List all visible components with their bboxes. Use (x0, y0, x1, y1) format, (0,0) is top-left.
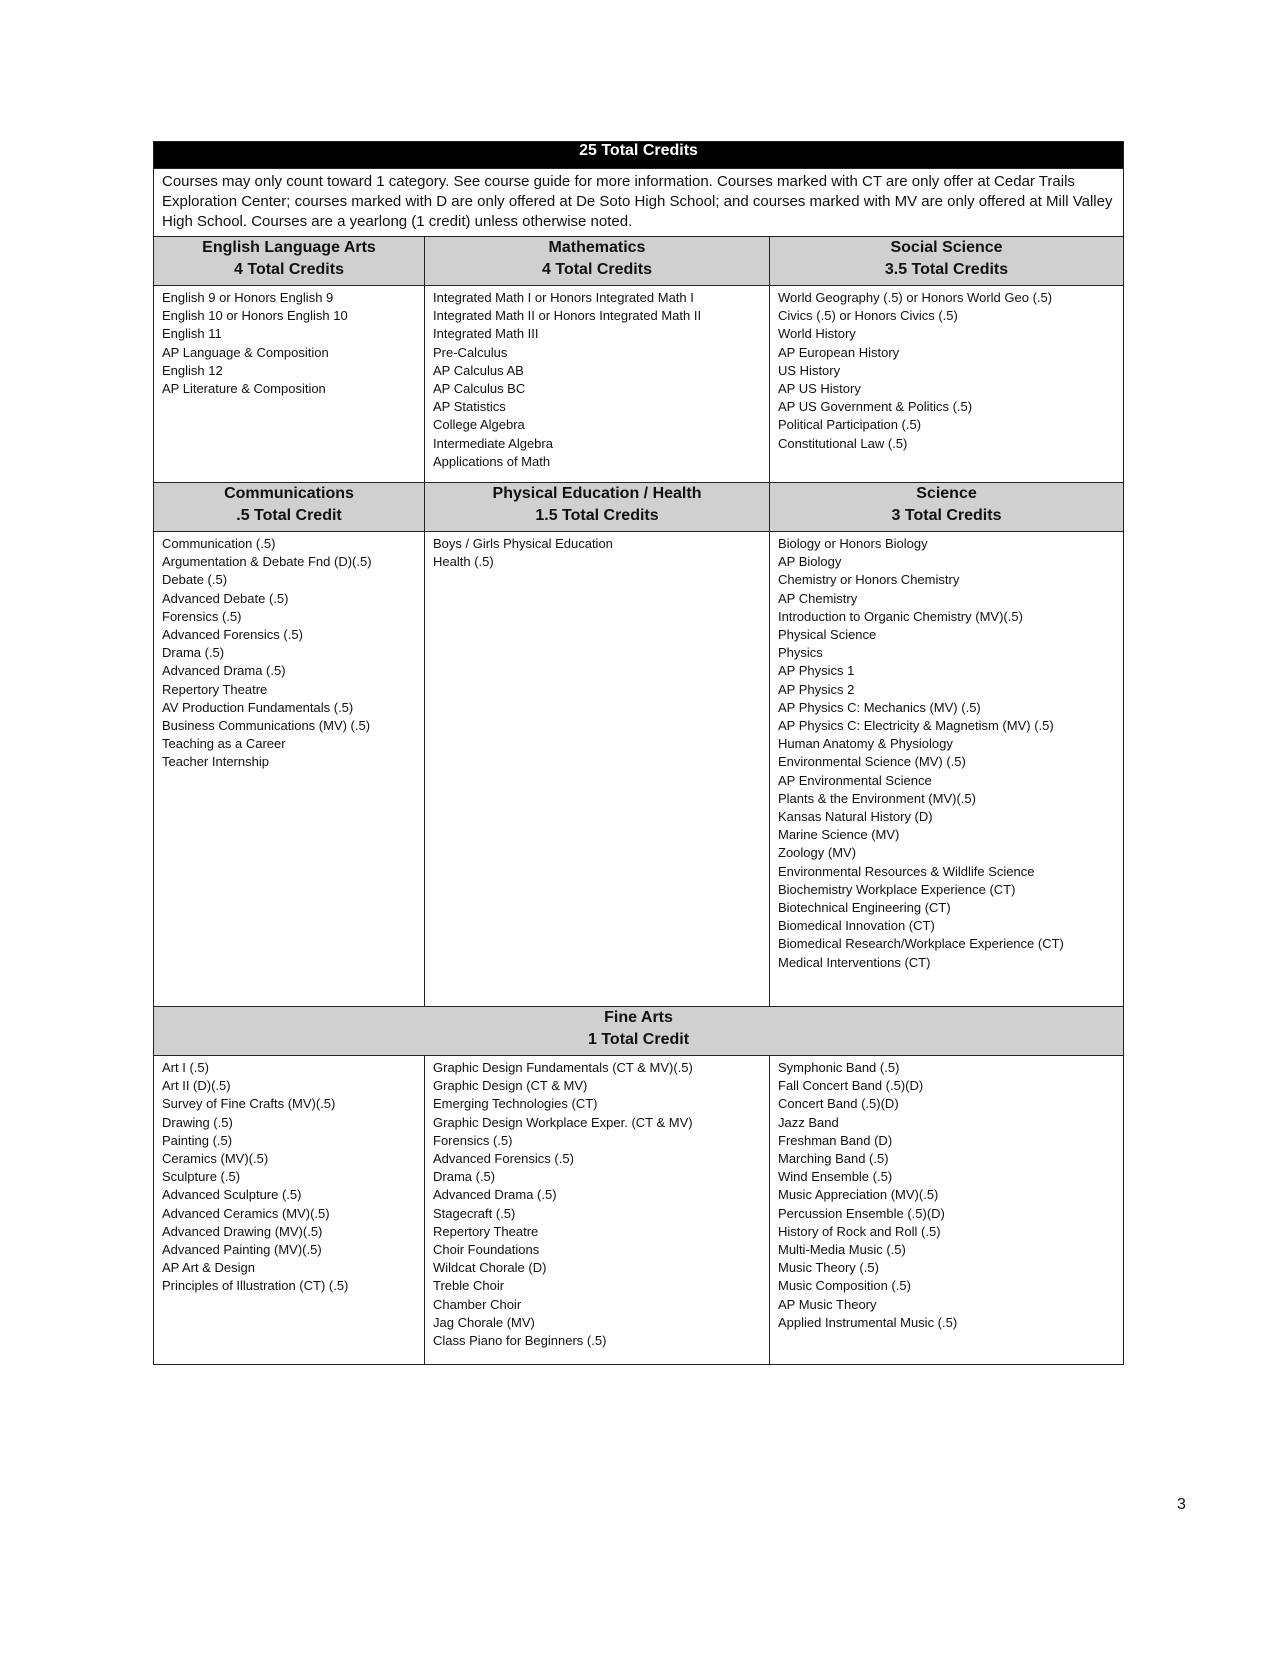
course-item: AP Music Theory (778, 1296, 877, 1312)
course-row-fine-arts (154, 1056, 1124, 1365)
course-list-math (425, 286, 770, 483)
course-item: World Geography (.5) or Honors World Geo (.5) (778, 290, 1053, 305)
course-item: Marine Science (MV) (778, 827, 900, 843)
course-item: Advanced Drawing (MV)(.5) (162, 1223, 323, 1239)
course-list (162, 535, 416, 772)
course-list-fine-arts-3 (770, 1056, 1124, 1365)
category-name: Communications (224, 485, 354, 502)
course-item: Class Piano for Beginners (.5) (433, 1333, 607, 1349)
course-list-ela (154, 286, 425, 483)
header-row-core (154, 237, 1124, 286)
title-row (154, 142, 1124, 169)
course-item: AP US History (778, 381, 861, 397)
course-item: Drawing (.5) (162, 1114, 233, 1130)
category-credits: .5 Total Credit (236, 507, 342, 524)
course-item: AP US Government & Politics (.5) (778, 399, 973, 415)
category-name: Science (916, 485, 977, 502)
course-list (778, 535, 1115, 972)
course-item: Repertory Theatre (162, 681, 268, 697)
course-item: Pre-Calculus (433, 344, 508, 360)
note-text: Courses may only count toward 1 category. See course guide for more information. Courses marked with CT are only offer at Cedar Trails Exploration Center; courses marked with D are only offered at De Soto High School; and courses marked with MV are only offered at Mill Valley High School. Courses are a yearlong (1 credit) unless otherwise noted. (154, 169, 1124, 237)
course-item: Music Theory (.5) (778, 1260, 879, 1276)
course-item: Drama (.5) (433, 1169, 496, 1185)
category-name: Fine Arts (604, 1009, 673, 1026)
category-name: Mathematics (548, 239, 646, 256)
course-list-pe (425, 532, 770, 1007)
course-item: Environmental Resources & Wildlife Science (778, 863, 1035, 879)
course-list-science (770, 532, 1124, 1007)
course-item: Communication (.5) (162, 536, 276, 551)
course-item: Advanced Sculpture (.5) (162, 1187, 302, 1203)
course-item: AP Calculus BC (433, 381, 526, 397)
course-item: Music Composition (.5) (778, 1278, 911, 1294)
course-item: Civics (.5) or Honors Civics (.5) (778, 308, 958, 324)
course-item: Plants & the Environment (MV)(.5) (778, 790, 976, 806)
course-item: English 10 or Honors English 10 (162, 308, 348, 324)
course-item: Applications of Math (433, 453, 551, 469)
course-item: Repertory Theatre (433, 1223, 539, 1239)
course-list (433, 1059, 761, 1350)
course-item: Treble Choir (433, 1278, 505, 1294)
course-item: Physics (778, 645, 823, 661)
course-item: College Algebra (433, 417, 525, 433)
course-item: AP Literature & Composition (162, 381, 326, 397)
course-item: English 9 or Honors English 9 (162, 290, 334, 305)
course-item: Ceramics (MV)(.5) (162, 1151, 269, 1167)
course-item: Human Anatomy & Physiology (778, 736, 953, 752)
course-item: US History (778, 362, 841, 378)
course-item: Choir Foundations (433, 1242, 540, 1258)
course-item: Zoology (MV) (778, 845, 857, 861)
course-item: Art II (D)(.5) (162, 1078, 231, 1094)
category-header-ela (154, 237, 425, 286)
course-item: Advanced Forensics (.5) (162, 627, 303, 643)
course-item: Constitutional Law (.5) (778, 435, 908, 451)
course-item: AP Physics 1 (778, 663, 855, 679)
header-row-fine-arts (154, 1007, 1124, 1056)
course-item: Principles of Illustration (CT) (.5) (162, 1278, 349, 1294)
course-row-mid (154, 532, 1124, 1007)
course-item: Painting (.5) (162, 1132, 233, 1148)
course-list (162, 289, 416, 398)
course-item: Music Appreciation (MV)(.5) (778, 1187, 939, 1203)
course-item: Graphic Design Fundamentals (CT & MV)(.5) (433, 1060, 693, 1075)
course-item: AV Production Fundamentals (.5) (162, 699, 354, 715)
course-item: English 11 (162, 326, 222, 342)
course-item: AP Environmental Science (778, 772, 932, 788)
category-header-math (425, 237, 770, 286)
course-item: AP Statistics (433, 399, 506, 415)
course-item: Advanced Forensics (.5) (433, 1151, 574, 1167)
course-item: Advanced Painting (MV)(.5) (162, 1242, 322, 1258)
course-item: Forensics (.5) (433, 1132, 513, 1148)
course-item: Integrated Math III (433, 326, 539, 342)
course-item: Biology or Honors Biology (778, 536, 928, 551)
table-title: 25 Total Credits (154, 142, 1124, 169)
course-row-core (154, 286, 1124, 483)
category-header-social (770, 237, 1124, 286)
course-item: Applied Instrumental Music (.5) (778, 1314, 958, 1330)
category-credits: 4 Total Credits (542, 261, 652, 278)
course-item: AP Art & Design (162, 1260, 255, 1276)
course-item: Fall Concert Band (.5)(D) (778, 1078, 924, 1094)
page-number: 3 (1177, 1496, 1186, 1513)
category-header-science (770, 483, 1124, 532)
course-item: Teaching as a Career (162, 736, 286, 752)
course-item: Argumentation & Debate Fnd (D)(.5) (162, 554, 372, 570)
course-item: Environmental Science (MV) (.5) (778, 754, 966, 770)
course-item: Integrated Math I or Honors Integrated Math I (433, 290, 694, 305)
course-item: Integrated Math II or Honors Integrated Math II (433, 308, 702, 324)
course-item: Chamber Choir (433, 1296, 522, 1312)
course-item: Graphic Design Workplace Exper. (CT & MV) (433, 1114, 693, 1130)
course-item: Art I (.5) (162, 1060, 209, 1075)
course-item: Wind Ensemble (.5) (778, 1169, 893, 1185)
course-item: Marching Band (.5) (778, 1151, 889, 1167)
credit-requirements-table (153, 141, 1124, 1365)
course-item: Symphonic Band (.5) (778, 1060, 900, 1075)
category-credits: 3 Total Credits (891, 507, 1002, 524)
course-item: English 12 (162, 362, 223, 378)
course-list (162, 1059, 416, 1296)
course-item: Health (.5) (433, 554, 494, 570)
course-list (778, 1059, 1115, 1332)
course-item: Biochemistry Workplace Experience (CT) (778, 881, 1016, 897)
course-item: Biomedical Innovation (CT) (778, 918, 935, 934)
course-item: AP Language & Composition (162, 344, 329, 360)
course-item: Advanced Drama (.5) (433, 1187, 557, 1203)
course-item: Introduction to Organic Chemistry (MV)(.5) (778, 608, 1023, 624)
category-name: Physical Education / Health (492, 485, 702, 502)
course-item: Intermediate Algebra (433, 435, 553, 451)
course-list (433, 535, 761, 571)
course-item: Biotechnical Engineering (CT) (778, 900, 951, 916)
course-item: Political Participation (.5) (778, 417, 922, 433)
course-item: Jag Chorale (MV) (433, 1314, 535, 1330)
course-item: AP Physics C: Mechanics (MV) (.5) (778, 699, 981, 715)
course-item: History of Rock and Roll (.5) (778, 1223, 941, 1239)
header-row-mid (154, 483, 1124, 532)
course-list (433, 289, 761, 471)
course-item: AP Chemistry (778, 590, 858, 606)
course-list-fine-arts-1 (154, 1056, 425, 1365)
category-header-fine-arts (154, 1007, 1124, 1056)
course-list-social (770, 286, 1124, 483)
course-item: Freshman Band (D) (778, 1132, 893, 1148)
course-item: Advanced Debate (.5) (162, 590, 289, 606)
category-credits: 4 Total Credits (234, 261, 344, 278)
category-credits: 1 Total Credit (587, 1031, 690, 1048)
course-item: AP Physics C: Electricity & Magnetism (MV) (.5) (778, 718, 1054, 734)
course-item: Boys / Girls Physical Education (433, 536, 613, 551)
category-name: Social Science (890, 239, 1003, 256)
course-item: AP European History (778, 344, 900, 360)
course-item: World History (778, 326, 856, 342)
course-list-fine-arts-2 (425, 1056, 770, 1365)
course-item: Biomedical Research/Workplace Experience (CT) (778, 936, 1064, 952)
course-item: Debate (.5) (162, 572, 228, 588)
course-list-comm (154, 532, 425, 1007)
course-item: Sculpture (.5) (162, 1169, 241, 1185)
category-header-pe (425, 483, 770, 532)
category-credits: 1.5 Total Credits (535, 507, 659, 524)
course-item: Multi-Media Music (.5) (778, 1242, 906, 1258)
category-name: English Language Arts (202, 239, 376, 256)
course-item: Percussion Ensemble (.5)(D) (778, 1205, 945, 1221)
course-item: Kansas Natural History (D) (778, 809, 933, 825)
course-item: Advanced Drama (.5) (162, 663, 286, 679)
course-item: Advanced Ceramics (MV)(.5) (162, 1205, 330, 1221)
course-item: Stagecraft (.5) (433, 1205, 516, 1221)
course-item: Chemistry or Honors Chemistry (778, 572, 960, 588)
course-item: Jazz Band (778, 1114, 839, 1130)
course-item: AP Physics 2 (778, 681, 855, 697)
course-item: Business Communications (MV) (.5) (162, 718, 371, 734)
course-item: Physical Science (778, 627, 877, 643)
course-item: Teacher Internship (162, 754, 269, 770)
category-credits: 3.5 Total Credits (884, 261, 1009, 278)
course-item: Drama (.5) (162, 645, 225, 661)
note-row (154, 169, 1124, 237)
course-item: Wildcat Chorale (D) (433, 1260, 547, 1276)
course-item: Forensics (.5) (162, 608, 242, 624)
course-list (778, 289, 1115, 453)
course-item: Medical Interventions (CT) (778, 954, 931, 970)
course-item: Emerging Technologies (CT) (433, 1096, 598, 1112)
category-header-comm (154, 483, 425, 532)
course-item: AP Calculus AB (433, 362, 524, 378)
course-item: Concert Band (.5)(D) (778, 1096, 899, 1112)
course-item: AP Biology (778, 554, 842, 570)
course-item: Graphic Design (CT & MV) (433, 1078, 588, 1094)
course-item: Survey of Fine Crafts (MV)(.5) (162, 1096, 336, 1112)
